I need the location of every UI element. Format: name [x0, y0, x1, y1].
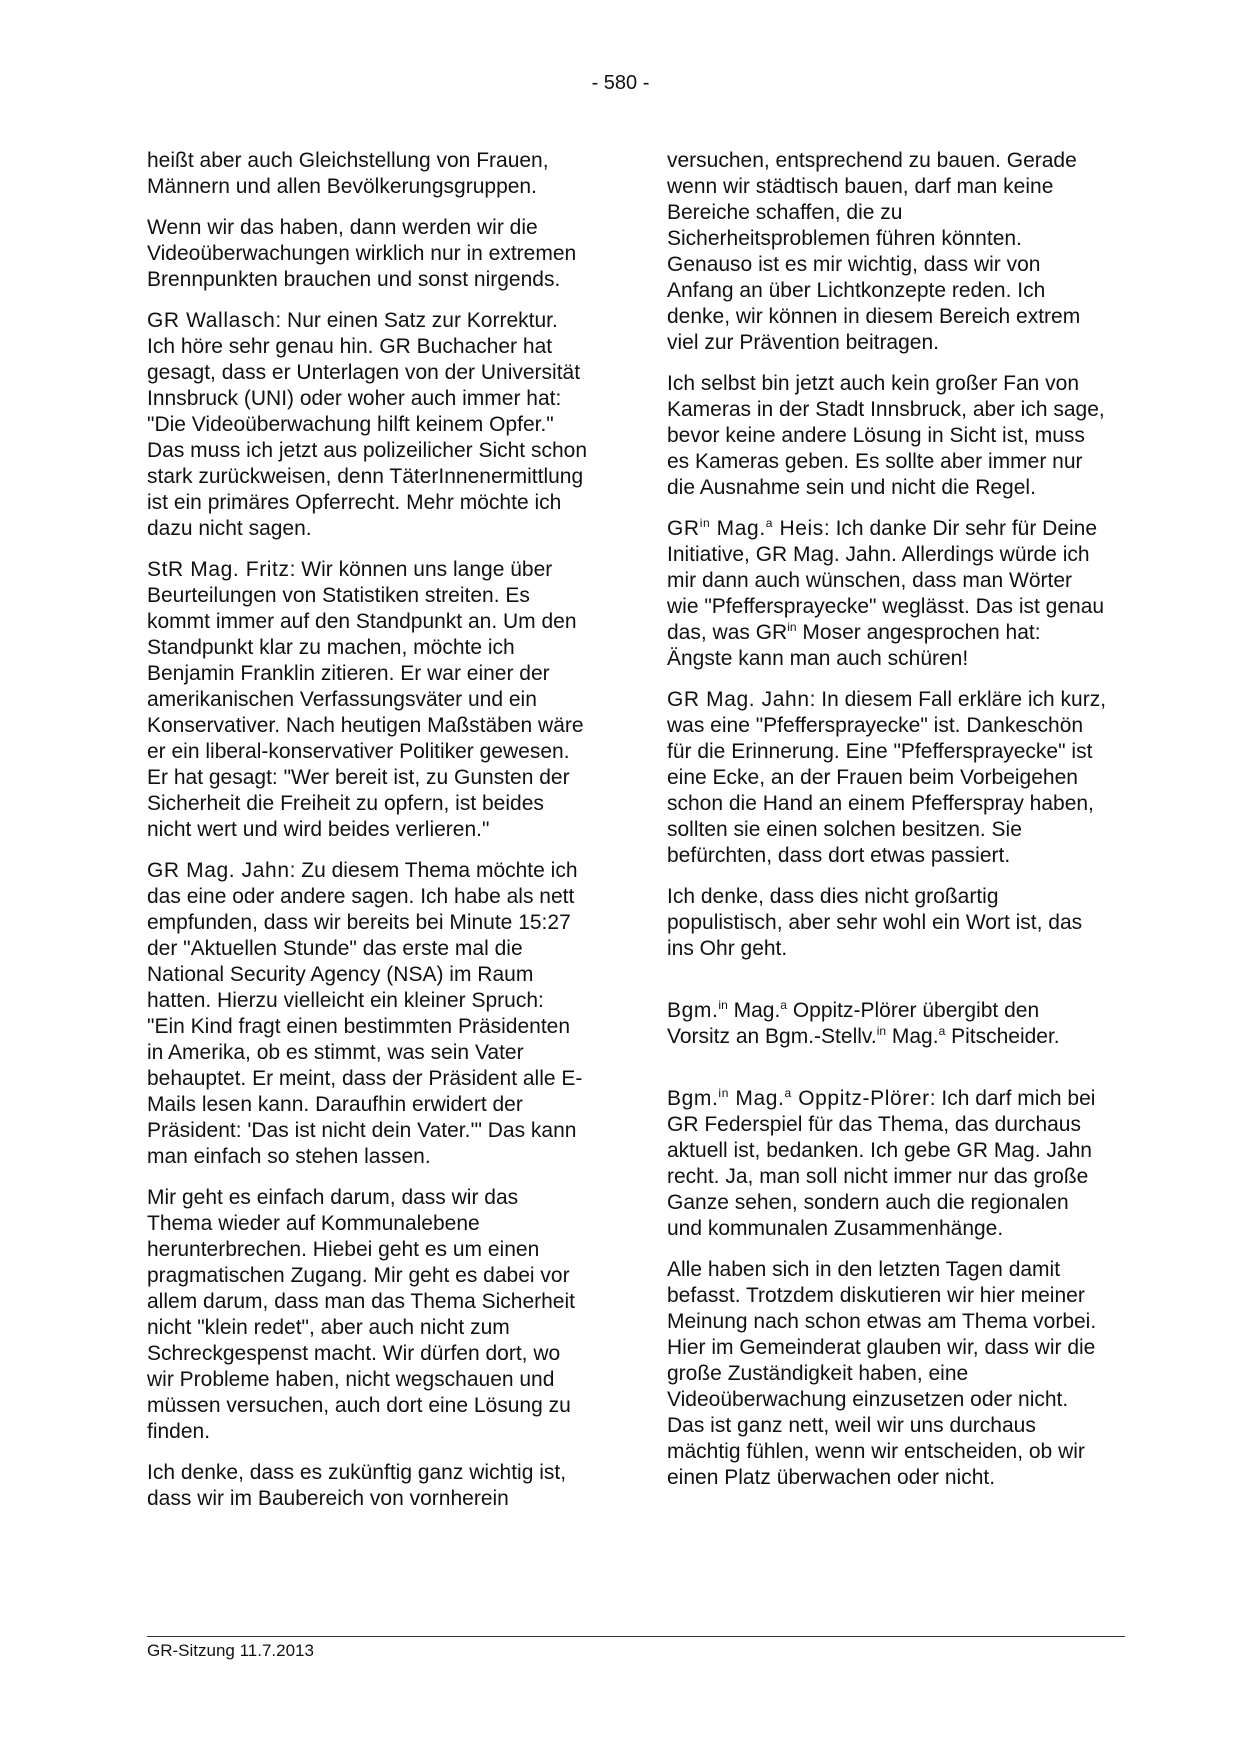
paragraph: heißt aber auch Gleichstellung von Frauen, Männern und allen Bevölkerungsgruppen.: [147, 149, 549, 198]
speaker-name: $GR^{in}$ Mag.$^a$ Heis: [667, 516, 824, 540]
speech-heis: [667, 516, 1107, 672]
speaker-name: StR Mag. Fritz: [147, 558, 290, 581]
speech-oppitz-ploerer: [667, 1086, 1107, 1242]
footer-session-date: GR-Sitzung 11.7.2013: [147, 1641, 314, 1660]
speech-wallasch: [147, 308, 587, 542]
footer-divider: [147, 1636, 1125, 1637]
paragraph: versuchen, entsprechend zu bauen. Gerade wenn wir städtisch bauen, darf man keine Bereiche schaffen, die zu Sicherheitsproblemen führen könnten. Genauso ist es mir wichtig, dass wir von Anfang an über Lichtkonzepte reden. Ich denke, wir können in diesem Bereich extrem viel zur Prävention beitragen.: [667, 149, 1081, 354]
speech-text: : Ich danke Dir sehr für Deine Initiative, GR Mag. Jahn. Allerdings würde ich mir dann auch wünschen, dass man Wörter wie "Pfeffersprayecke" weglässt. Das ist genau das, was GR: [667, 517, 1105, 644]
speech-jahn: [667, 687, 1107, 869]
paragraph: Ich denke, dass dies nicht großartig populistisch, aber sehr wohl ein Wort ist, das ins Ohr geht.: [667, 885, 1083, 960]
speech-jahn: [147, 858, 587, 1170]
superscript: in: [787, 620, 797, 634]
speech-text: : Wir können uns lange über Beurteilungen von Statistiken streiten. Es kommt immer auf den Standpunkt an. Um den Standpunkt klar zu machen, möchte ich Benjamin Franklin zitieren. Er war einer der amerikanischen Verfassungsväter und ein Konservativer. Nach heutigen Maßstäben wäre er ein liberal-konservativer Politiker gewesen. Er hat gesagt: "Wer bereit ist, zu Gunsten der Sicherheit die Freiheit zu opfern, ist beides nicht wert und wird beides verlieren.": [147, 558, 584, 841]
paragraph: Mir geht es einfach darum, dass wir das Thema wieder auf Kommunalebene herunterbrechen. Hiebei geht es um einen pragmatischen Zugang. Mir geht es dabei vor allem darum, dass man das Thema Sicherheit nicht "klein redet", aber auch nicht zum Schreckgespenst macht. Wir dürfen dort, wo wir Probleme haben, nicht wegschauen und müssen versuchen, auch dort eine Lösung zu finden.: [147, 1186, 575, 1443]
paragraph: Wenn wir das haben, dann werden wir die Videoüberwachungen wirklich nur in extremen Brennpunkten brauchen und sonst nirgends.: [147, 216, 577, 291]
right-column: [667, 148, 1107, 1506]
speech-text: : Ich darf mich bei GR Federspiel für das Thema, das durchaus aktuell ist, bedanken. Ich gebe GR Mag. Jahn recht. Ja, man soll nicht immer nur das große Ganze sehen, sondern auch die regionalen und kommunalen Zusammenhänge.: [667, 1087, 1096, 1240]
speaker-name: GR Wallasch: [147, 309, 276, 332]
paragraph: Alle haben sich in den letzten Tagen damit befasst. Trotzdem diskutieren wir hier meiner Meinung nach schon etwas am Thema vorbei. Hier im Gemeinderat glauben wir, dass wir die große Zuständigkeit haben, eine Videoüberwachung einzusetzen oder nicht. Das ist ganz nett, weil wir uns durchaus mächtig fühlen, wenn wir entscheiden, ob wir einen Platz überwachen oder nicht.: [667, 1258, 1097, 1489]
speaker-name: GR Mag. Jahn: [667, 688, 810, 711]
paragraph: Ich denke, dass es zukünftig ganz wichtig ist, dass wir im Baubereich von vornherein: [147, 1461, 567, 1510]
chair-handover-note: Bgm.$^{in}$ Mag.$^a$ Oppitz-Plörer übergibt den Vorsitz an Bgm.-Stellv.$^{in}$ Mag.$^a$ Pitscheider.: [667, 998, 1060, 1048]
left-column: [147, 148, 587, 1527]
speech-text: : Zu diesem Thema möchte ich das eine oder andere sagen. Ich habe als nett empfunden, dass wir bereits bei Minute 15:27 der "Aktuellen Stunde" das erste mal die National Security Agency (NSA) im Raum hatten. Hierzu vielleicht ein kleiner Spruch: "Ein Kind fragt einen bestimmten Präsidenten in Amerika, ob es stimmt, was sein Vater behauptet. Er meint, dass der Präsident alle E-Mails lesen kann. Daraufhin erwidert der Präsident: 'Das ist nicht dein Vater.'" Das kann man einfach so stehen lassen.: [147, 859, 583, 1168]
speech-fritz: [147, 557, 587, 843]
page-number: - 580 -: [591, 72, 650, 94]
speech-text: : In diesem Fall erkläre ich kurz, was eine "Pfeffersprayecke" ist. Dankeschön für die Erinnerung. Eine "Pfeffersprayecke" ist eine Ecke, an der Frauen beim Vorbeigehen schon die Hand an einem Pfefferspray haben, sollten sie einen solchen besitzen. Sie befürchten, dass dort etwas passiert.: [667, 688, 1107, 867]
paragraph: Ich selbst bin jetzt auch kein großer Fan von Kameras in der Stadt Innsbruck, aber ich sage, bevor keine andere Lösung in Sicht ist, muss es Kameras geben. Es sollte aber immer nur die Ausnahme sein und nicht die Regel.: [667, 372, 1105, 499]
speaker-name: GR Mag. Jahn: [147, 859, 290, 882]
speaker-name: Bgm.$^{in}$ Mag.$^a$ Oppitz-Plörer: [667, 1086, 930, 1110]
speech-text: : Nur einen Satz zur Korrektur. Ich höre sehr genau hin. GR Buchacher hat gesagt, dass er Unterlagen von der Universität Innsbruck (UNI) oder woher auch immer hat: "Die Videoüberwachung hilft keinem Opfer." Das muss ich jetzt aus polizeilicher Sicht schon stark zurückweisen, denn TäterInnenermittlung ist ein primäres Opferrecht. Mehr möchte ich dazu nicht sagen.: [147, 309, 588, 540]
speech-text: Moser angesprochen hat: Ängste kann man auch schüren!: [667, 621, 1041, 670]
